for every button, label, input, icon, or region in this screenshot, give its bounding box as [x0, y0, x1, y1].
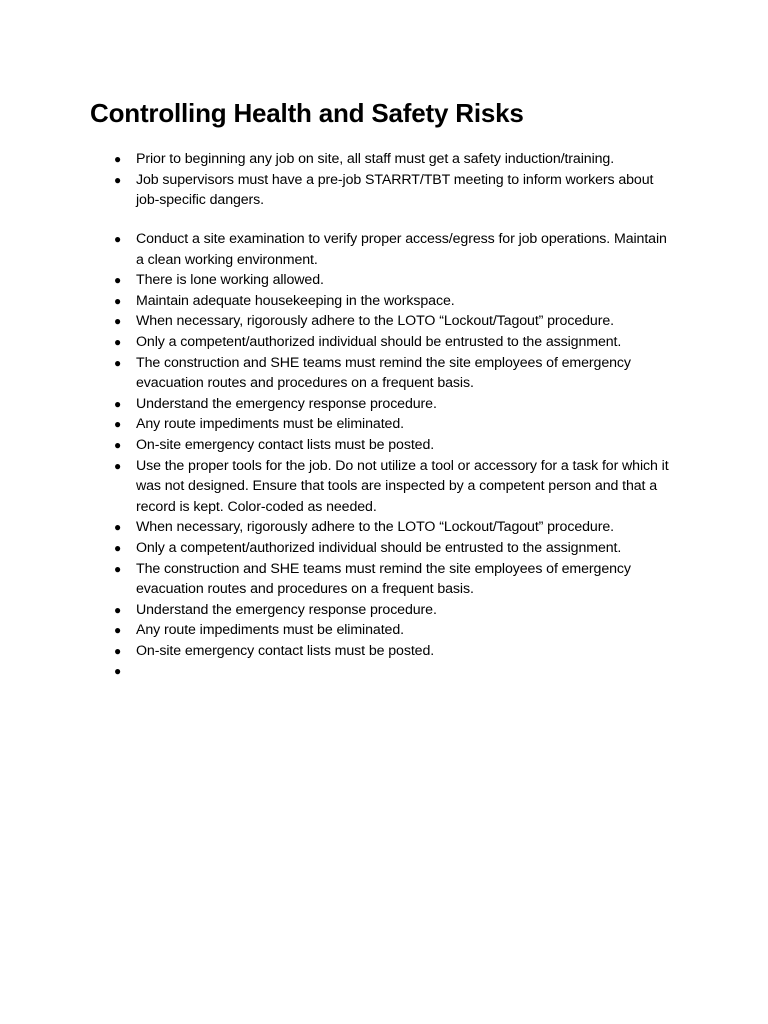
list-item-text: On-site emergency contact lists must be posted.: [136, 436, 435, 453]
list-item: [0, 332, 676, 353]
list-item: [0, 311, 676, 332]
bullet-icon: ●: [114, 623, 122, 638]
list-item-text: Any route impediments must be eliminated.: [136, 416, 404, 433]
bullet-icon: ●: [114, 273, 122, 288]
list-item-text: When necessary, rigorously adhere to the LOTO “Lockout/Tagout” procedure.: [136, 313, 614, 330]
list-item: [0, 170, 676, 211]
list-item: [0, 435, 676, 456]
bullet-icon: ●: [114, 232, 122, 246]
bullet-icon: ●: [114, 437, 122, 452]
list-item-text: Only a competent/authorized individual should be entrusted to the assignment.: [136, 333, 622, 350]
list-item: [0, 270, 676, 291]
bullet-list-intro: [0, 149, 768, 211]
list-item: [0, 456, 676, 518]
list-item: [0, 291, 676, 312]
list-item-text: Job supervisors must have a pre-job STARRT/TBT meeting to inform workers about job-specific dangers.: [136, 171, 654, 209]
list-item: [0, 559, 676, 600]
list-item-text: Understand the emergency response procedure.: [136, 395, 437, 412]
bullet-icon: ●: [114, 458, 122, 473]
list-item-text: Prior to beginning any job on site, all staff must get a safety induction/training.: [136, 151, 615, 167]
bullet-icon: ●: [114, 540, 122, 555]
bullet-icon: ●: [114, 293, 122, 308]
bullet-icon: ●: [114, 314, 122, 329]
list-item: [0, 394, 676, 415]
list-item: [0, 620, 676, 641]
bullet-icon: ●: [114, 602, 122, 617]
list-item: [0, 600, 676, 621]
page-title: Controlling Health and Safety Risks: [90, 98, 524, 128]
list-item: [0, 641, 676, 662]
list-item-text: The construction and SHE teams must remind the site employees of emergency evacuation routes and procedures on a frequent basis.: [136, 560, 631, 598]
bullet-icon: ●: [114, 396, 122, 411]
list-item: [0, 229, 676, 270]
list-item-text: Understand the emergency response procedure.: [136, 601, 437, 618]
list-item-text: There is lone working allowed.: [136, 272, 324, 289]
bullet-icon: ●: [114, 664, 122, 679]
bullet-list-main: [0, 229, 768, 682]
list-item-text: Any route impediments must be eliminated.: [136, 622, 404, 639]
list-item-empty: [0, 661, 676, 682]
list-item-text: Use the proper tools for the job. Do not utilize a tool or accessory for a task for which it was not designed. Ensure that tools are inspected by a competent person and that a record is kept. Color-coded as needed.: [136, 457, 669, 515]
bullet-icon: ●: [114, 643, 122, 658]
list-item: [0, 538, 676, 559]
list-item-text: Only a competent/authorized individual should be entrusted to the assignment.: [136, 539, 622, 556]
list-item: [0, 414, 676, 435]
bullet-icon: ●: [114, 520, 122, 535]
list-item-text: Maintain adequate housekeeping in the workspace.: [136, 292, 455, 309]
list-item-text: When necessary, rigorously adhere to the LOTO “Lockout/Tagout” procedure.: [136, 519, 614, 536]
list-item-text: Conduct a site examination to verify proper access/egress for job operations. Maintain a clean working environment.: [136, 231, 667, 268]
list-item-text: The construction and SHE teams must remind the site employees of emergency evacuation routes and procedures on a frequent basis.: [136, 354, 631, 392]
bullet-icon: ●: [114, 417, 122, 432]
bullet-icon: ●: [114, 152, 122, 166]
bullet-icon: ●: [114, 355, 122, 370]
list-item-text: On-site emergency contact lists must be posted.: [136, 642, 435, 659]
bullet-icon: ●: [114, 172, 122, 187]
list-item: [0, 149, 676, 170]
bullet-icon: ●: [114, 561, 122, 576]
list-item: [0, 353, 676, 394]
bullet-icon: ●: [114, 334, 122, 349]
list-item: [0, 517, 676, 538]
